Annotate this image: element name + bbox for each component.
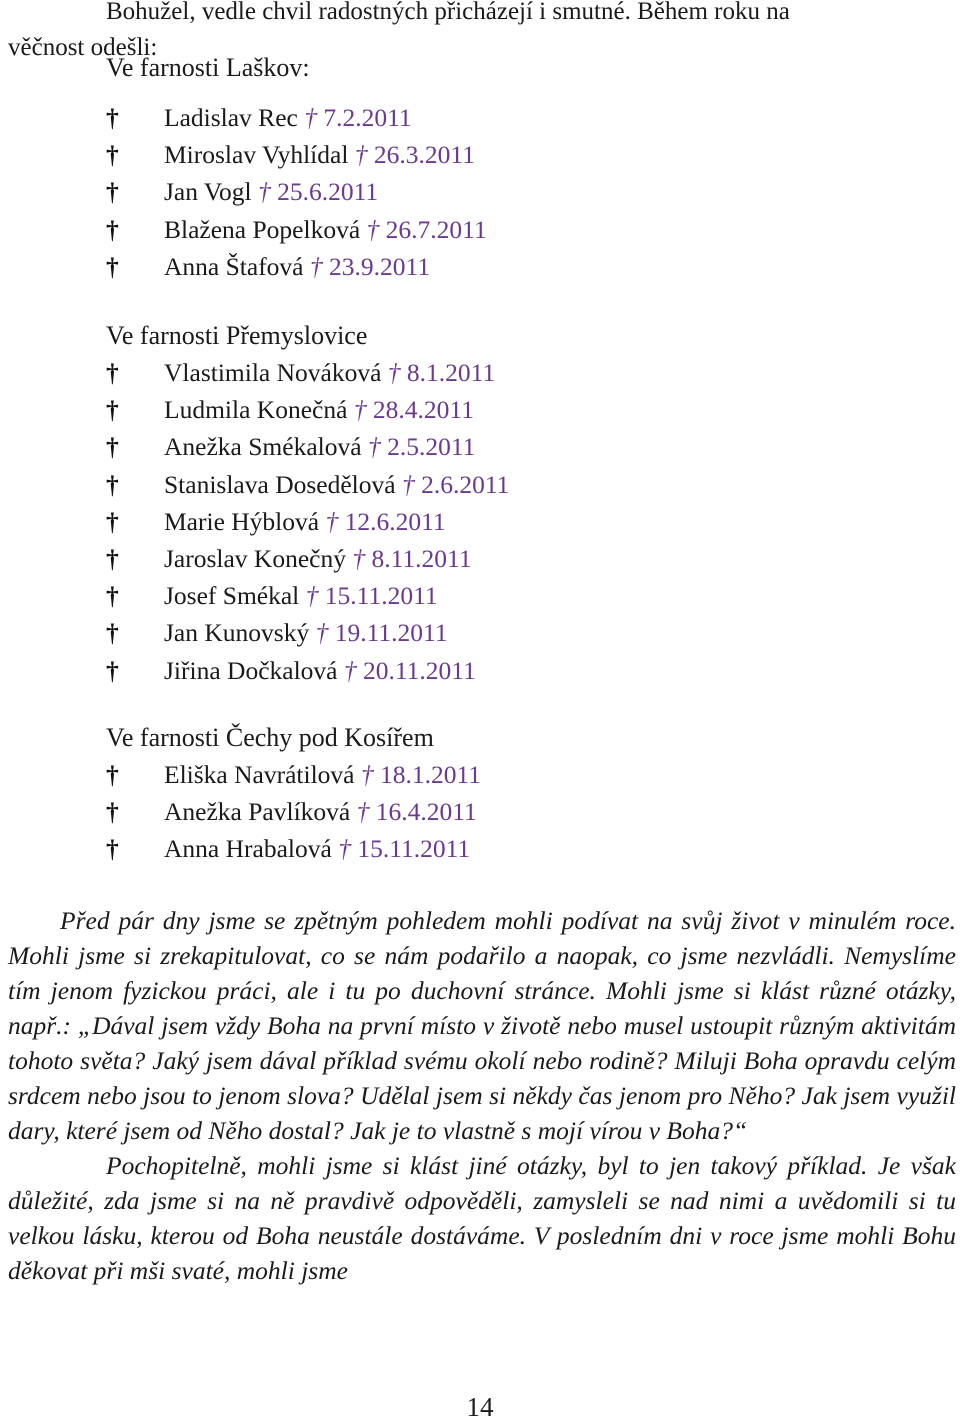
dagger-icon: † xyxy=(401,469,415,499)
death-date: 26.3.2011 xyxy=(373,140,475,170)
cross-icon: † xyxy=(106,581,119,611)
deceased-name: Blažena Popelková xyxy=(164,214,361,244)
intro-line-2: věčnost odešli: xyxy=(8,34,158,61)
death-date: 8.11.2011 xyxy=(371,544,472,573)
obituary-entry xyxy=(106,757,481,793)
deceased-name: Jan Kunovský xyxy=(164,618,310,648)
obituary-entry xyxy=(106,653,476,689)
cross-icon: † xyxy=(106,251,119,281)
deceased-name: Anna Štafová xyxy=(164,251,304,281)
page-number: 14 xyxy=(466,1392,494,1422)
obituary-entry xyxy=(106,137,475,173)
obituary-entry xyxy=(106,794,477,830)
section-heading: Ve farnosti Čechy pod Kosířem xyxy=(106,723,434,752)
death-date: 2.5.2011 xyxy=(387,432,476,462)
deceased-name: Eliška Navrátilová xyxy=(164,760,355,789)
cross-icon: † xyxy=(106,432,119,462)
dagger-icon: † xyxy=(304,103,317,132)
dagger-icon: † xyxy=(354,140,368,170)
obituary-entry xyxy=(106,467,509,503)
deceased-name: Jaroslav Konečný xyxy=(164,544,346,573)
death-date: 19.11.2011 xyxy=(334,618,448,648)
death-date: 15.11.2011 xyxy=(324,581,438,611)
obituary-entry xyxy=(106,100,412,136)
cross-icon: † xyxy=(106,797,119,827)
cross-icon: † xyxy=(106,834,119,864)
reflection-paragraph-1: Před pár dny jsme se zpětným pohledem mohli podívat na svůj život v minulém roce. Mohli jsme si zrekapitulovat, co se nám podařilo a naopak, co jsme nezvládli. Nemyslíme tím jenom fyzickou práci, ale i tu po duchovní stránce. Mohli jsme si klást různé otázky, např.: „Dával jsem vždy Boha na první místo v životě nebo musel ustoupit různým aktivitám tohoto světa? Jaký jsem dával příklad svému okolí nebo rodině? Miluji Boha opravdu celým srdcem nebo jsou to jenom slova? Udělal jsem si někdy čas jenom pro Něho? Jak jsem využil dary, které jsem od Něho dostal? Jak je to vlastně s mojí vírou v Boha?“ xyxy=(8,906,956,1145)
deceased-name: Stanislava Dosedělová xyxy=(164,469,396,499)
cross-icon: † xyxy=(106,140,119,170)
death-date: 15.11.2011 xyxy=(357,834,471,864)
dagger-icon: † xyxy=(305,581,319,611)
death-date: 23.9.2011 xyxy=(329,251,431,281)
death-date: 16.4.2011 xyxy=(375,797,477,827)
obituary-entry xyxy=(106,212,487,248)
dagger-icon: † xyxy=(353,395,367,425)
deceased-name: Ludmila Konečná xyxy=(164,395,348,425)
dagger-icon: † xyxy=(367,432,381,462)
cross-icon: † xyxy=(106,506,119,536)
dagger-icon: † xyxy=(315,618,329,648)
deceased-name: Ladislav Rec xyxy=(164,103,298,132)
intro-line-1: Bohužel, vedle chvil radostných přicházejí i smutné. Během roku na xyxy=(106,0,790,25)
death-date: 8.1.2011 xyxy=(406,358,496,387)
deceased-name: Anežka Smékalová xyxy=(164,432,362,462)
cross-icon: † xyxy=(106,358,119,387)
deceased-name: Vlastimila Nováková xyxy=(164,358,382,387)
section-heading: Ve farnosti Laškov: xyxy=(106,53,310,82)
dagger-icon: † xyxy=(343,655,357,685)
cross-icon: † xyxy=(106,103,119,132)
deceased-name: Anna Hrabalová xyxy=(164,834,332,864)
deceased-name: Jan Vogl xyxy=(164,177,252,207)
dagger-icon: † xyxy=(356,797,370,827)
dagger-icon: † xyxy=(360,760,374,789)
death-date: 28.4.2011 xyxy=(372,395,474,425)
dagger-icon: † xyxy=(258,177,271,207)
death-date: 18.1.2011 xyxy=(379,760,482,789)
reflection-paragraph-2: Pochopitelně, mohli jsme si klást jiné otázky, byl to jen takový příklad. Je však důležité, zda jsme si na ně pravdivě odpověděli, zamysleli se nad nimi a uvědomili si tu velkou lásku, kterou od Boha neustále dostáváme. V posledním dni v roce jsme mohli Bohu děkovat při mši svaté, mohli jsme xyxy=(8,1151,956,1285)
cross-icon: † xyxy=(106,214,119,244)
obituary-entry xyxy=(106,174,378,210)
obituary-entry xyxy=(106,392,474,428)
dagger-icon: † xyxy=(309,251,323,281)
cross-icon: † xyxy=(106,544,119,573)
death-date: 2.6.2011 xyxy=(421,469,510,499)
deceased-name: Marie Hýblová xyxy=(164,506,320,536)
obituary-entry xyxy=(106,429,475,465)
death-date: 7.2.2011 xyxy=(323,103,412,132)
cross-icon: † xyxy=(106,760,119,789)
reflection-text xyxy=(8,903,956,1288)
cross-icon: † xyxy=(106,469,119,499)
obituary-entry xyxy=(106,541,472,577)
cross-icon: † xyxy=(106,395,119,425)
death-date: 25.6.2011 xyxy=(277,177,379,207)
death-date: 20.11.2011 xyxy=(362,655,476,685)
death-date: 26.7.2011 xyxy=(385,214,487,244)
section-heading: Ve farnosti Přemyslovice xyxy=(106,321,368,350)
deceased-name: Anežka Pavlíková xyxy=(164,797,351,827)
obituary-entry xyxy=(106,504,446,540)
dagger-icon: † xyxy=(366,214,380,244)
cross-icon: † xyxy=(106,655,119,685)
deceased-name: Miroslav Vyhlídal xyxy=(164,140,349,170)
cross-icon: † xyxy=(106,177,119,207)
cross-icon: † xyxy=(106,618,119,648)
dagger-icon: † xyxy=(325,506,339,536)
dagger-icon: † xyxy=(352,544,366,573)
death-date: 12.6.2011 xyxy=(344,506,446,536)
obituary-entry xyxy=(106,615,448,651)
obituary-entry xyxy=(106,249,430,285)
dagger-icon: † xyxy=(338,834,351,864)
deceased-name: Josef Smékal xyxy=(164,581,300,611)
obituary-entry xyxy=(106,831,470,867)
obituary-entry xyxy=(106,578,438,614)
dagger-icon: † xyxy=(387,358,401,387)
obituary-entry xyxy=(106,355,495,391)
deceased-name: Jiřina Dočkalová xyxy=(164,655,338,685)
